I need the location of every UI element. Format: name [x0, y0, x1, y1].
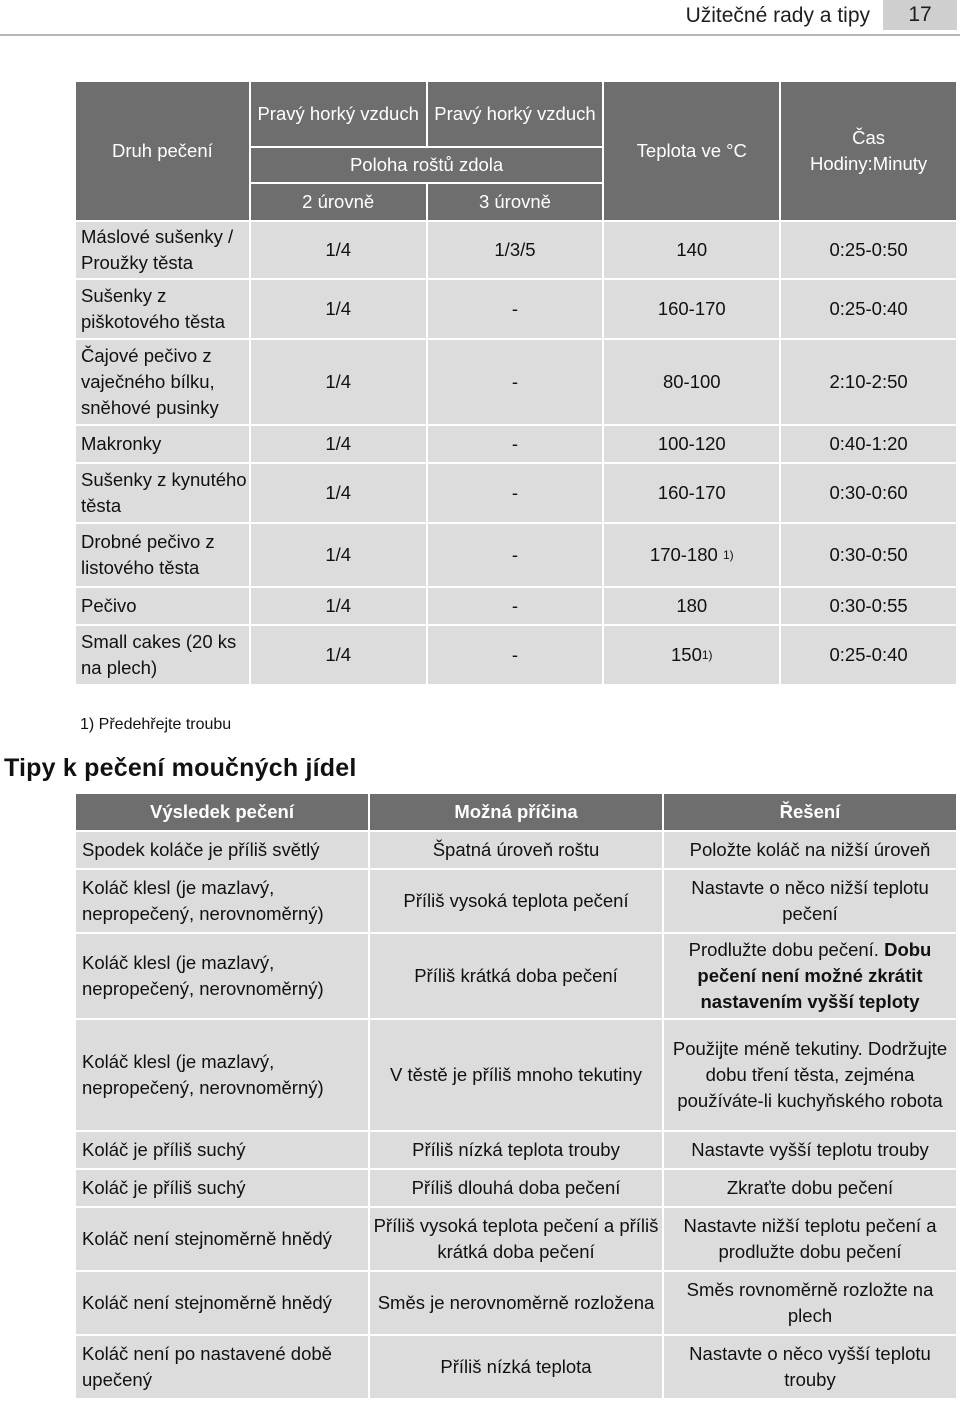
- cell-vysledek: Koláč je příliš suchý: [76, 1132, 368, 1168]
- baking-table: [74, 80, 958, 686]
- fix-text: Prodlužte dobu pečení.: [688, 939, 879, 961]
- page-header: [0, 0, 960, 34]
- cell-pricina: Příliš nízká teplota: [370, 1336, 662, 1398]
- cell-level-3: -: [428, 524, 603, 586]
- table-row: [76, 626, 956, 684]
- header-cas-label: Čas: [852, 127, 886, 149]
- cell-pricina: Příliš vysoká teplota pečení: [370, 870, 662, 932]
- table-row: [76, 524, 956, 586]
- temp-value: 150: [671, 644, 702, 666]
- cell-level-3: -: [428, 626, 603, 684]
- cell-level-3: 1/3/5: [428, 222, 603, 278]
- cell-level-2: 1/4: [251, 524, 426, 586]
- cell-vysledek: Koláč není stejnoměrně hnědý: [76, 1208, 368, 1270]
- cell-pricina: Směs je nerovnoměrně rozložena: [370, 1272, 662, 1334]
- cell-cas: 0:30-0:60: [781, 464, 956, 522]
- section-heading: Tipy k pečení moučných jídel: [4, 754, 357, 782]
- cell-teplota: 140: [604, 222, 779, 278]
- cell-cas: 2:10-2:50: [781, 340, 956, 424]
- cell-level-2: 1/4: [251, 626, 426, 684]
- header-prh-3: Pravý horký vzduch: [428, 82, 603, 146]
- temp-value: 170-180: [649, 544, 718, 566]
- cell-druh: Makronky: [76, 426, 249, 462]
- table-row: [76, 1170, 956, 1206]
- header-druh: Druh pečení: [76, 82, 249, 220]
- cell-teplota: 160-170: [604, 280, 779, 338]
- cell-teplota: 180: [604, 588, 779, 624]
- page-number: 17: [883, 0, 957, 30]
- footnote-marker: 1): [701, 648, 713, 663]
- cell-vysledek: Koláč klesl (je mazlavý, nepropečený, nerovnoměrný): [76, 934, 368, 1018]
- cell-druh: Máslové sušenky / Proužky těsta: [76, 222, 249, 278]
- table-row: [76, 934, 956, 1018]
- cell-pricina: Příliš krátká doba pečení: [370, 934, 662, 1018]
- cell-pricina: V těstě je příliš mnoho tekutiny: [370, 1020, 662, 1130]
- table-row: [76, 1020, 956, 1130]
- cell-reseni: Nastavte o něco vyšší teplotu trouby: [664, 1336, 956, 1398]
- section-title: Užitečné rady a tipy: [685, 4, 870, 27]
- cell-reseni: Nastavte o něco nižší teplotu pečení: [664, 870, 956, 932]
- header-poloha: Poloha roštů zdola: [251, 148, 603, 182]
- header-cas: [781, 82, 956, 220]
- header-level-2: 2 úrovně: [251, 184, 426, 220]
- cell-cas: 0:40-1:20: [781, 426, 956, 462]
- cell-teplota: [604, 524, 779, 586]
- cell-reseni: Zkraťte dobu pečení: [664, 1170, 956, 1206]
- cell-cas: 0:25-0:50: [781, 222, 956, 278]
- cell-level-2: 1/4: [251, 340, 426, 424]
- table-row: [76, 340, 956, 424]
- table-row: [76, 1132, 956, 1168]
- cell-cas: 0:30-0:55: [781, 588, 956, 624]
- cell-pricina: Špatná úroveň roštu: [370, 832, 662, 868]
- header-reseni: Řešení: [664, 794, 956, 830]
- header-prh-2: Pravý horký vzduch: [251, 82, 426, 146]
- table-row: [76, 222, 956, 278]
- header-teplota: Teplota ve °C: [604, 82, 779, 220]
- cell-reseni: Nastavte vyšší teplotu trouby: [664, 1132, 956, 1168]
- cell-druh: Sušenky z piškotového těsta: [76, 280, 249, 338]
- cell-level-2: 1/4: [251, 222, 426, 278]
- cell-teplota: 80-100: [604, 340, 779, 424]
- cell-druh: Čajové pečivo z vaječného bílku, sněhové pusinky: [76, 340, 249, 424]
- cell-reseni: Položte koláč na nižší úroveň: [664, 832, 956, 868]
- cell-vysledek: Koláč není po nastavené době upečený: [76, 1336, 368, 1398]
- table-row: [76, 1208, 956, 1270]
- header-vysledek: Výsledek pečení: [76, 794, 368, 830]
- cell-druh: Small cakes (20 ks na plech): [76, 626, 249, 684]
- cell-level-3: -: [428, 340, 603, 424]
- cell-level-2: 1/4: [251, 426, 426, 462]
- table-row: [76, 1336, 956, 1398]
- table-row: [76, 280, 956, 338]
- cell-level-3: -: [428, 588, 603, 624]
- cell-druh: Drobné pečivo z listového těsta: [76, 524, 249, 586]
- cell-reseni: Směs rovnoměrně rozložte na plech: [664, 1272, 956, 1334]
- cell-teplota: 160-170: [604, 464, 779, 522]
- cell-druh: Sušenky z kynutého těsta: [76, 464, 249, 522]
- cell-pricina: Příliš nízká teplota trouby: [370, 1132, 662, 1168]
- table-row: [76, 1272, 956, 1334]
- table-row: [76, 426, 956, 462]
- tips-table: [74, 792, 958, 1400]
- cell-pricina: Příliš vysoká teplota pečení a příliš krátká doba pečení: [370, 1208, 662, 1270]
- cell-level-2: 1/4: [251, 588, 426, 624]
- cell-teplota: 100-120: [604, 426, 779, 462]
- fix-bold-text: Dobu pečení není možné zkrátit nastavením vyšší teploty: [697, 939, 932, 1012]
- cell-reseni: Nastavte nižší teplotu pečení a prodlužte dobu pečení: [664, 1208, 956, 1270]
- cell-vysledek: Koláč klesl (je mazlavý, nepropečený, nerovnoměrný): [76, 870, 368, 932]
- cell-level-2: 1/4: [251, 464, 426, 522]
- header-rule: [0, 34, 960, 36]
- table-row: [76, 832, 956, 868]
- cell-vysledek: Koláč není stejnoměrně hnědý: [76, 1272, 368, 1334]
- cell-teplota: [604, 626, 779, 684]
- cell-druh: Pečivo: [76, 588, 249, 624]
- table-row: [76, 464, 956, 522]
- header-hodiny-label: Hodiny:Minuty: [809, 153, 928, 174]
- cell-level-3: -: [428, 280, 603, 338]
- cell-pricina: Příliš dlouhá doba pečení: [370, 1170, 662, 1206]
- cell-level-2: 1/4: [251, 280, 426, 338]
- cell-cas: 0:30-0:50: [781, 524, 956, 586]
- cell-level-3: -: [428, 426, 603, 462]
- footnote-marker: 1): [722, 548, 734, 563]
- table-row: [76, 870, 956, 932]
- header-level-3: 3 úrovně: [428, 184, 603, 220]
- cell-reseni: Použijte méně tekutiny. Dodržujte dobu tření těsta, zejména používáte-li kuchyňského robota: [664, 1020, 956, 1130]
- cell-vysledek: Koláč klesl (je mazlavý, nepropečený, nerovnoměrný): [76, 1020, 368, 1130]
- table-row: [76, 588, 956, 624]
- footnote: 1) Předehřejte troubu: [80, 716, 232, 733]
- cell-level-3: -: [428, 464, 603, 522]
- cell-cas: 0:25-0:40: [781, 626, 956, 684]
- cell-cas: 0:25-0:40: [781, 280, 956, 338]
- header-pricina: Možná příčina: [370, 794, 662, 830]
- cell-reseni: [664, 934, 956, 1018]
- cell-vysledek: Koláč je příliš suchý: [76, 1170, 368, 1206]
- cell-vysledek: Spodek koláče je příliš světlý: [76, 832, 368, 868]
